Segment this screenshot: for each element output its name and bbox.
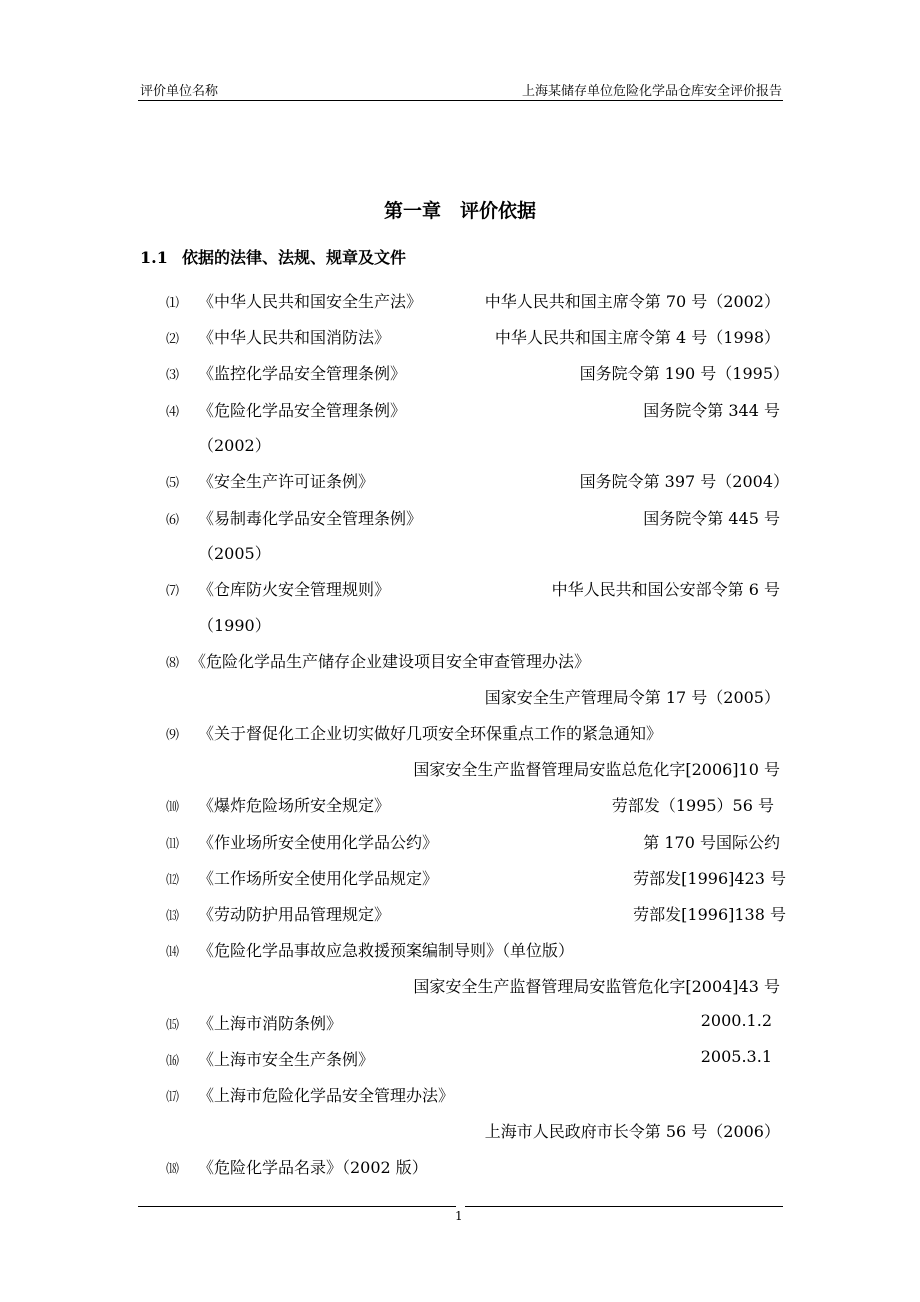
- item-reference-continued: （2005）: [198, 544, 271, 563]
- section-title: 依据的法律、法规、规章及文件: [182, 248, 407, 267]
- list-item: [166, 793, 390, 816]
- item-reference: 2005.3.1: [700, 1047, 772, 1066]
- item-reference: 国家安全生产监督管理局安监总危化字[2006]10 号: [413, 760, 780, 779]
- item-title: 《监控化学品安全管理条例》: [198, 364, 407, 383]
- list-item: [166, 398, 406, 421]
- item-index: ⒃: [166, 1054, 180, 1069]
- item-index: ⒀: [166, 909, 180, 924]
- item-index: ⒁: [166, 945, 180, 960]
- item-reference: 国家安全生产监督管理局安监管危化字[2004]43 号: [413, 977, 780, 996]
- item-index: ⑷: [166, 405, 180, 420]
- item-index: ⑼: [166, 728, 180, 743]
- item-index: ⒄: [166, 1090, 180, 1105]
- list-item: [166, 1083, 454, 1106]
- item-index: ⑸: [166, 476, 180, 491]
- item-title: 《危险化学品生产储存企业建设项目安全审查管理办法》: [190, 652, 591, 671]
- item-index: ⑿: [166, 873, 180, 888]
- list-item: [166, 1047, 374, 1070]
- item-index: ⑽: [166, 800, 180, 815]
- item-title: 《上海市消防条例》: [198, 1014, 343, 1033]
- item-reference: 国务院令第 344 号: [643, 401, 780, 420]
- chapter-title: 第一章 评价依据: [383, 200, 536, 222]
- item-title: 《劳动防护用品管理规定》: [198, 905, 391, 924]
- header-org-name: 评价单位名称: [140, 84, 219, 99]
- item-reference-continued: （1990）: [198, 616, 271, 635]
- item-index: ⑶: [166, 368, 180, 383]
- item-reference: 2000.1.2: [700, 1011, 772, 1030]
- list-item: [166, 325, 390, 348]
- list-item: [166, 1011, 342, 1034]
- item-title: 《上海市危险化学品安全管理办法》: [198, 1086, 455, 1105]
- item-reference: 国务院令第 397 号（2004）: [579, 472, 789, 491]
- item-index: ⑹: [166, 513, 180, 528]
- item-reference: 上海市人民政府市长令第 56 号（2006）: [484, 1122, 780, 1141]
- item-index: ⑵: [166, 332, 180, 347]
- item-reference: 中华人民共和国主席令第 70 号（2002）: [484, 292, 780, 311]
- item-title: 《关于督促化工企业切实做好几项安全环保重点工作的紧急通知》: [198, 724, 663, 743]
- item-index: ⑻: [166, 656, 180, 671]
- item-reference: 劳部发[1996]423 号: [633, 869, 786, 888]
- item-reference: 国家安全生产管理局令第 17 号（2005）: [484, 688, 780, 707]
- list-item: [166, 866, 438, 889]
- item-title: 《易制毒化学品安全管理条例》: [198, 509, 423, 528]
- footer-divider-right: [465, 1206, 783, 1207]
- list-item: [166, 1155, 428, 1178]
- item-title: 《危险化学品安全管理条例》: [198, 401, 407, 420]
- list-item: [166, 577, 390, 600]
- list-item: [166, 938, 574, 961]
- item-index: ⒅: [166, 1162, 180, 1177]
- list-item: [166, 361, 406, 384]
- item-title: 《工作场所安全使用化学品规定》: [198, 869, 439, 888]
- item-index: ⒂: [166, 1018, 180, 1033]
- header-divider: [138, 100, 783, 101]
- item-title: 《上海市安全生产条例》: [198, 1050, 375, 1069]
- item-title: 《爆炸危险场所安全规定》: [198, 796, 391, 815]
- item-reference: 中华人民共和国主席令第 4 号（1998）: [494, 328, 780, 347]
- item-index: ⑺: [166, 584, 180, 599]
- item-title: 《中华人民共和国安全生产法》: [198, 292, 423, 311]
- item-reference: 国务院令第 445 号: [643, 509, 780, 528]
- item-index: ⑴: [166, 296, 180, 311]
- section-heading: [140, 245, 406, 268]
- item-reference: 劳部发[1996]138 号: [633, 905, 786, 924]
- item-title: 《危险化学品事故应急救援预案编制导则》（单位版）: [198, 941, 575, 960]
- item-title: 《危险化学品名录》（2002 版）: [198, 1158, 428, 1177]
- page-number: 1: [455, 1209, 463, 1223]
- list-item: [166, 830, 438, 853]
- list-item: [166, 721, 662, 744]
- list-item: [166, 289, 422, 312]
- item-title: 《中华人民共和国消防法》: [198, 328, 391, 347]
- item-reference-continued: （2002）: [198, 436, 271, 455]
- item-index: ⑾: [166, 837, 180, 852]
- list-item: [166, 506, 422, 529]
- item-reference: 劳部发（1995）56 号: [611, 796, 774, 815]
- section-number: 1.1: [140, 248, 168, 267]
- item-title: 《作业场所安全使用化学品公约》: [198, 833, 439, 852]
- item-reference: 第 170 号国际公约: [643, 833, 780, 852]
- footer-divider-left: [138, 1206, 456, 1207]
- item-title: 《仓库防火安全管理规则》: [198, 580, 391, 599]
- list-item: [166, 469, 374, 492]
- item-reference: 国务院令第 190 号（1995）: [579, 364, 789, 383]
- header-report-title: 上海某储存单位危险化学品仓库安全评价报告: [521, 84, 782, 99]
- list-item: [166, 649, 590, 672]
- item-reference: 中华人民共和国公安部令第 6 号: [551, 580, 780, 599]
- item-title: 《安全生产许可证条例》: [198, 472, 375, 491]
- list-item: [166, 902, 390, 925]
